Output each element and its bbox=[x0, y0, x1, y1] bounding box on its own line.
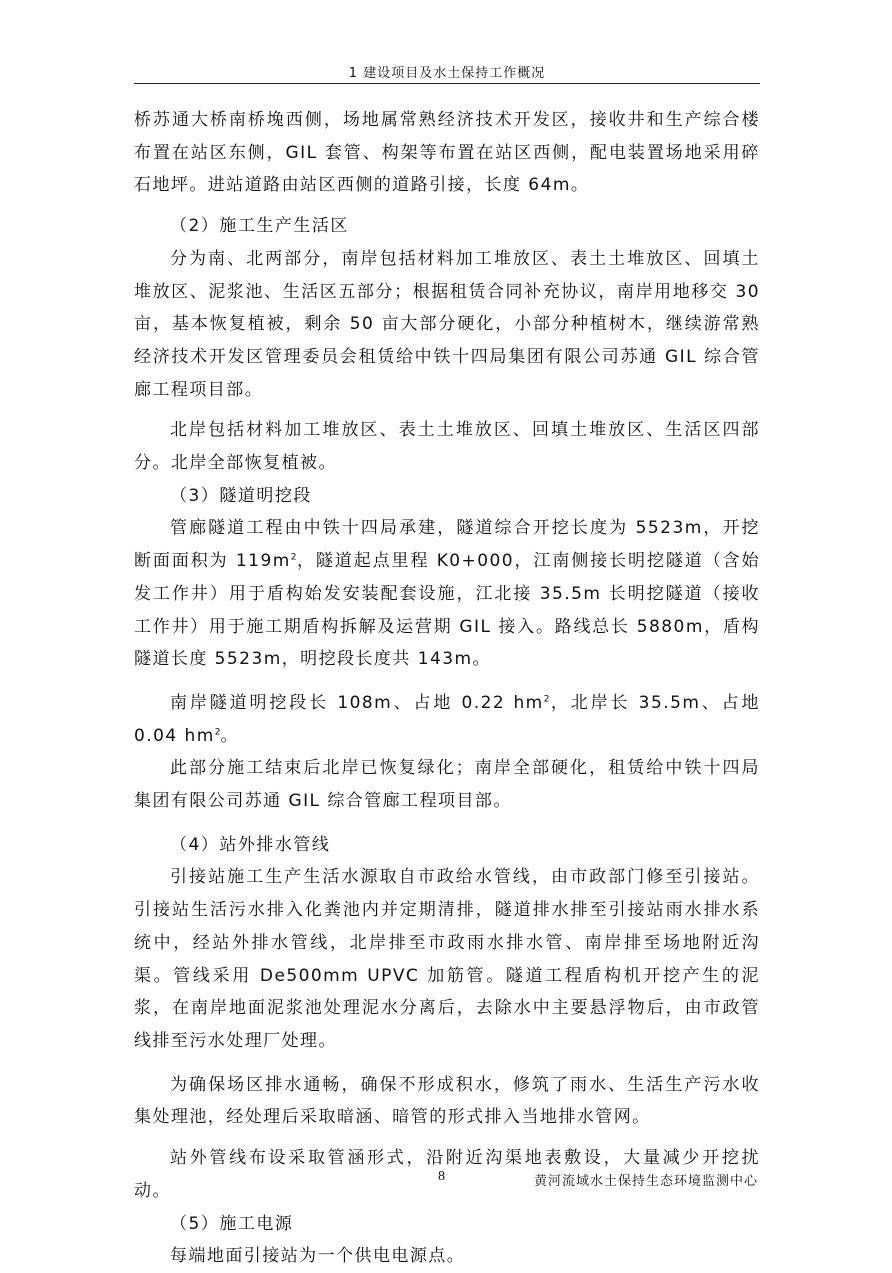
document-body bbox=[134, 104, 760, 1273]
text-run: 管廊隧道工程由中铁十四局承建，隧道综合开挖长度为 5523m，开挖断面面积为 119m bbox=[134, 518, 760, 572]
section-heading-living-area: （2）施工生产生活区 bbox=[170, 216, 349, 237]
section-heading-power: （5）施工电源 bbox=[170, 1213, 294, 1234]
paragraph-living-area-south: 分为南、北两部分，南岸包括材料加工堆放区、表土土堆放区、回填土堆放区、泥浆池、生活区五部分；根据租赁合同补充协议，南岸用地移交 30 亩，基本恢复植被，剩余 50 亩大部分硬化，小部分种植树木，继续游常熟经济技术开发区管理委员会租赁给中铁十四局集团有限公司苏通 GIL 综合管廊工程项目部。 bbox=[134, 248, 760, 400]
footer-organization: 黄河流域水土保持生态环境监测中心 bbox=[533, 1174, 758, 1189]
paragraph-drainage-pipeline: 引接站施工生产生活水源取自市政给水管线，由市政部门修至引接站。引接站生活污水排入化粪池内并定期清排，隧道排水排至引接站雨水排水系统中，经站外排水管线，北岸排至市政雨水排水管、南岸排至场地附近沟渠。管线采用 De500mm UPVC 加筋管。隧道工程盾构机开挖产生的泥浆，在南岸地面泥浆池处理泥水分离后，去除水中主要悬浮物后，由市政管线排至污水处理厂处理。 bbox=[134, 867, 760, 1051]
text-run: ，隧道起点里程 K0+000，江南侧接长明挖隧道（含始发工作井）用于盾构始发安装配套设施，江北接 35.5m 长明挖隧道（接收工作井）用于施工期盾构拆解及运营期 GIL 接入。路线总长 5880m，盾构隧道长度 5523m，明挖段长度共 143m。 bbox=[134, 551, 760, 670]
text-run: 南岸隧道明挖段长 108m、占地 0.22 hm bbox=[170, 692, 544, 713]
paragraph-open-cut-restoration: 此部分施工结束后北岸已恢复绿化；南岸全部硬化，租赁给中铁十四局集团有限公司苏通 GIL 综合管廊工程项目部。 bbox=[134, 758, 760, 812]
section-heading-drainage: （4）站外排水管线 bbox=[170, 834, 331, 855]
paragraph-drainage-laying: 站外管线布设采取管涵形式，沿附近沟渠地表敷设，大量减少开挖扰动。 bbox=[134, 1148, 760, 1201]
paragraph-open-cut-tunnel bbox=[134, 512, 760, 676]
page-number: 8 bbox=[438, 1169, 445, 1184]
paragraph-power-source: 每端地面引接站为一个供电电源点。 bbox=[170, 1246, 466, 1267]
superscript: 2 bbox=[543, 694, 550, 705]
paragraph-drainage-collection: 为确保场区排水通畅，确保不形成积水，修筑了雨水、生活生产污水收集处理池，经处理后采取暗涵、暗管的形式排入当地排水管网。 bbox=[134, 1074, 760, 1128]
paragraph-living-area-north: 北岸包括材料加工堆放区、表土土堆放区、回填土堆放区、生活区四部分。北岸全部恢复植被。 bbox=[134, 420, 760, 474]
text-run: ，北岸长 35.5m、占地 0.04 hm bbox=[134, 692, 760, 746]
paragraph-open-cut-area bbox=[134, 687, 760, 752]
superscript: 2 bbox=[290, 552, 297, 563]
running-header: 1 建设项目及水土保持工作概况 bbox=[348, 66, 546, 81]
text-run: 。 bbox=[220, 725, 239, 746]
superscript: 2 bbox=[214, 727, 221, 737]
paragraph-station-layout: 桥苏通大桥南桥堍西侧，场地属常熟经济技术开发区，接收井和生产综合楼布置在站区东侧，GIL 套管、构架等布置在站区西侧，配电装置场地采用碎石地坪。进站道路由站区西侧的道路引接，长度 64m。 bbox=[134, 110, 760, 196]
header-rule bbox=[134, 83, 760, 84]
section-heading-open-cut: （3）隧道明挖段 bbox=[170, 485, 312, 506]
